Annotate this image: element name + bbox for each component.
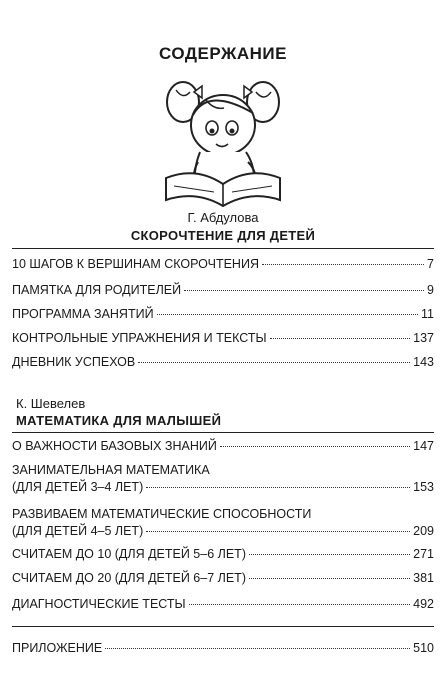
toc-entry-page: 492 (413, 597, 434, 611)
toc-entry-page: 137 (413, 331, 434, 345)
toc-entry[interactable] (12, 462, 434, 496)
toc-entry-title: 10 ШАГОВ К ВЕРШИНАМ СКОРОЧТЕНИЯ (12, 257, 259, 271)
toc-entry-page: 510 (413, 641, 434, 655)
toc-entry[interactable] (12, 596, 434, 613)
toc-entry-page: 11 (421, 307, 434, 321)
toc-entry-title: (ДЛЯ ДЕТЕЙ 4–5 ЛЕТ) (12, 524, 144, 538)
toc-entry-page: 381 (413, 571, 434, 585)
dot-leader (220, 446, 410, 447)
dot-leader (270, 338, 411, 339)
dot-leader (249, 578, 410, 579)
dot-leader (105, 648, 410, 649)
section2-author: К. Шевелев (16, 396, 86, 411)
toc-entry-title-line1: ЗАНИМАТЕЛЬНАЯ МАТЕМАТИКА (12, 463, 210, 477)
section1-title: СКОРОЧТЕНИЕ ДЛЯ ДЕТЕЙ (130, 228, 316, 243)
section1-author: Г. Абдулова (187, 210, 259, 225)
page-title: СОДЕРЖАНИЕ (159, 44, 287, 63)
toc-entry-title: ПРОГРАММА ЗАНЯТИЙ (12, 307, 154, 321)
dot-leader (157, 314, 418, 315)
section1-divider (12, 248, 434, 249)
toc-entry-title: (ДЛЯ ДЕТЕЙ 3–4 ЛЕТ) (12, 480, 144, 494)
toc-entry[interactable] (12, 330, 434, 347)
toc-entry[interactable] (12, 282, 434, 299)
toc-entry[interactable] (12, 570, 434, 587)
toc-entry[interactable] (12, 306, 434, 323)
dot-leader (138, 362, 410, 363)
toc-entry[interactable] (12, 506, 434, 540)
dot-leader (249, 554, 410, 555)
toc-entry[interactable] (12, 354, 434, 371)
dot-leader (189, 604, 411, 605)
toc-entry[interactable] (12, 438, 434, 455)
toc-entry-title: ДНЕВНИК УСПЕХОВ (12, 355, 136, 369)
toc-entry-title: ПРИЛОЖЕНИЕ (12, 641, 103, 655)
toc-entry[interactable] (12, 546, 434, 563)
toc-entry[interactable] (12, 256, 434, 273)
girl-reading-illustration (148, 70, 298, 210)
toc-entry-title-line1: РАЗВИВАЕМ МАТЕМАТИЧЕСКИЕ СПОСОБНОСТИ (12, 507, 312, 521)
toc-entry-page: 143 (413, 355, 434, 369)
toc-entry-title: КОНТРОЛЬНЫЕ УПРАЖНЕНИЯ И ТЕКСТЫ (12, 331, 267, 345)
toc-entry-page: 153 (413, 480, 434, 494)
toc-entry-page: 7 (427, 257, 434, 271)
toc-entry-title: ДИАГНОСТИЧЕСКИЕ ТЕСТЫ (12, 597, 186, 611)
section2-title: МАТЕМАТИКА ДЛЯ МАЛЫШЕЙ (16, 413, 222, 428)
dot-leader (146, 487, 410, 488)
toc-entry-appendix[interactable] (12, 640, 434, 657)
toc-entry-page: 271 (413, 547, 434, 561)
dot-leader (146, 531, 410, 532)
toc-entry-page: 209 (413, 524, 434, 538)
toc-entry-title: ПАМЯТКА ДЛЯ РОДИТЕЛЕЙ (12, 283, 182, 297)
toc-entry-title: СЧИТАЕМ ДО 20 (ДЛЯ ДЕТЕЙ 6–7 ЛЕТ) (12, 571, 246, 585)
toc-entry-page: 9 (427, 283, 434, 297)
dot-leader (262, 264, 424, 265)
dot-leader (184, 290, 424, 291)
toc-entry-page: 147 (413, 439, 434, 453)
toc-entry-title: СЧИТАЕМ ДО 10 (ДЛЯ ДЕТЕЙ 5–6 ЛЕТ) (12, 547, 246, 561)
section2-divider (12, 432, 434, 433)
toc-entry-title: О ВАЖНОСТИ БАЗОВЫХ ЗНАНИЙ (12, 439, 217, 453)
appendix-divider (12, 626, 434, 627)
